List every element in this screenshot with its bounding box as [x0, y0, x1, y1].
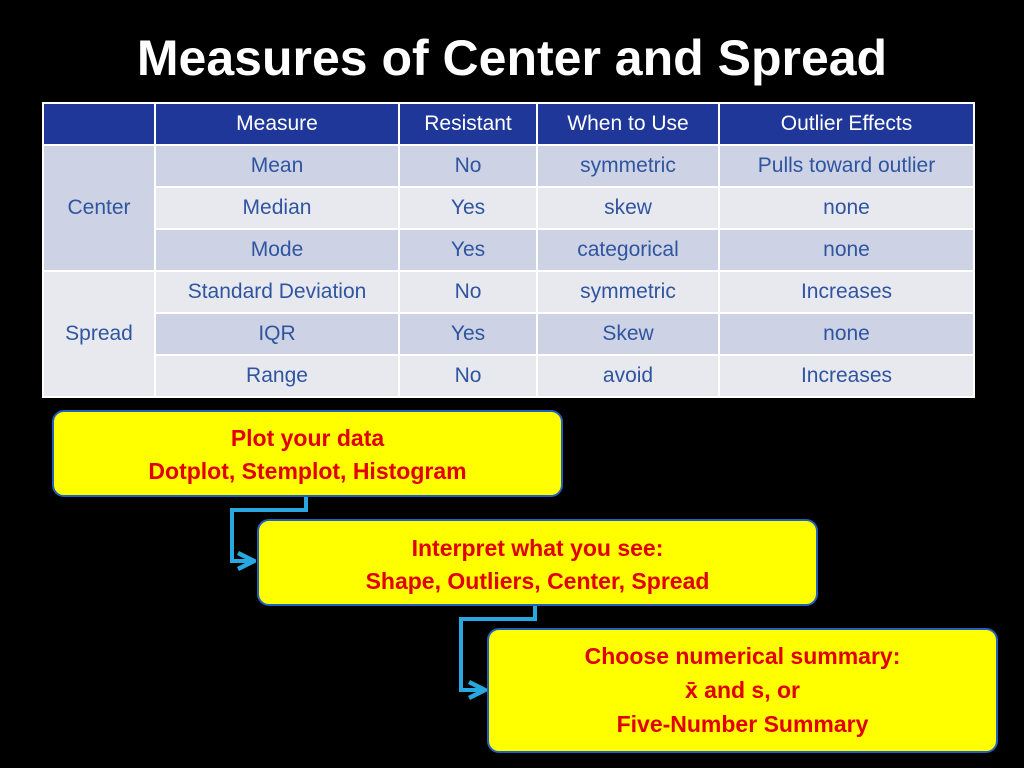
- table-cell: Increases: [719, 355, 974, 397]
- step-text-line: Choose numerical summary:: [584, 643, 901, 669]
- step-plot-data-box: [52, 410, 563, 497]
- step-text-line: Shape, Outliers, Center, Spread: [365, 568, 710, 594]
- table-cell: Skew: [537, 313, 719, 355]
- table-cell: none: [719, 229, 974, 271]
- table-cell: avoid: [537, 355, 719, 397]
- table-cell: No: [399, 355, 537, 397]
- header-cell-when-to-use: When to Use: [537, 103, 719, 145]
- table-cell: none: [719, 187, 974, 229]
- group-label-spread: Spread: [43, 271, 155, 397]
- group-label-center: Center: [43, 145, 155, 271]
- table-cell: Median: [155, 187, 399, 229]
- step-text-line: Plot your data: [230, 425, 385, 451]
- table-cell: Mean: [155, 145, 399, 187]
- table-cell: No: [399, 145, 537, 187]
- step-text-line: x̄ and s, or: [684, 677, 801, 703]
- table-cell: none: [719, 313, 974, 355]
- step-numerical-summary-box: [487, 628, 998, 753]
- step-text-line: Dotplot, Stemplot, Histogram: [148, 458, 467, 484]
- table-cell: Yes: [399, 229, 537, 271]
- table-cell: skew: [537, 187, 719, 229]
- table-cell: Increases: [719, 271, 974, 313]
- table-cell: No: [399, 271, 537, 313]
- table-cell: Mode: [155, 229, 399, 271]
- table-cell: Pulls toward outlier: [719, 145, 974, 187]
- table-cell: symmetric: [537, 145, 719, 187]
- header-cell-outlier-effects: Outlier Effects: [719, 103, 974, 145]
- table-cell: Yes: [399, 313, 537, 355]
- step-text-line: Five-Number Summary: [616, 711, 869, 737]
- step-text-line: Interpret what you see:: [411, 535, 664, 561]
- table-cell: IQR: [155, 313, 399, 355]
- page-title: Measures of Center and Spread: [136, 30, 888, 86]
- table-cell: categorical: [537, 229, 719, 271]
- header-cell-measure: Measure: [155, 103, 399, 145]
- table-cell: Range: [155, 355, 399, 397]
- table-cell: Standard Deviation: [155, 271, 399, 313]
- header-cell-resistant: Resistant: [399, 103, 537, 145]
- step-interpret-box: [257, 519, 818, 606]
- table-cell: symmetric: [537, 271, 719, 313]
- table-cell: Yes: [399, 187, 537, 229]
